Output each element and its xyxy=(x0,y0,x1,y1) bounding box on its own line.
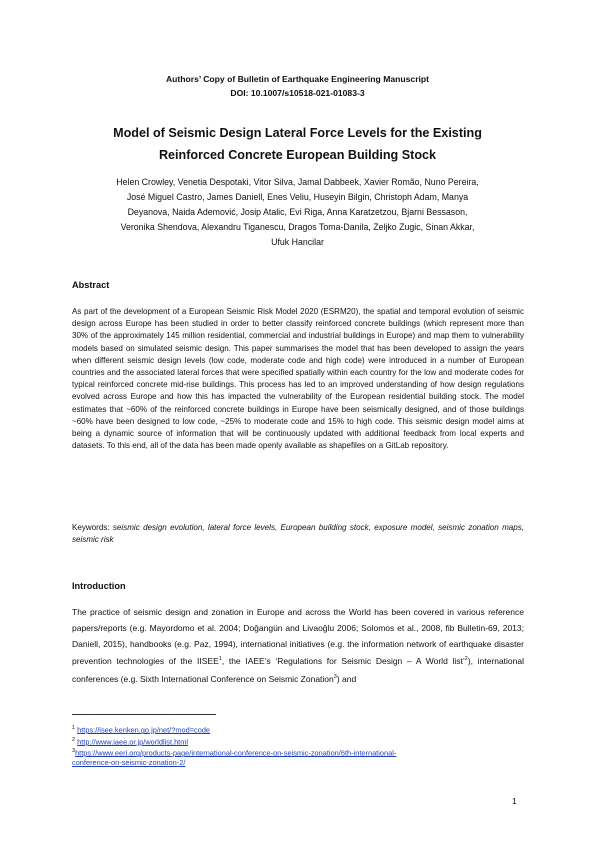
abstract-body: As part of the development of a European Seismic Risk Model 2020 (ESRM20), the spatial and temporal evolution of seismic design across Europe has been studied in order to better classify reinforced concrete buildings (which represent more than 30% of the approximately 145 million residential, commercial and industrial buildings in Europe) and map them to vulnerability models based on simulated seismic design. This paper summarises the model that has been developed to assign the years when different seismic design levels (low code, moderate code and high code) were introduced in a number of European countries and the associated lateral forces that were specified spatially within each country for the low and moderate codes for typical reinforced concrete mid-rise buildings. This process has led to an improved understanding of how design regulations evolved across Europe and how this has impacted the vulnerability of the European residential building stock. The model estimates that ~60% of the reinforced concrete buildings in Europe have been seismically designed, and of those buildings ~60% have been designed to low code, ~25% to moderate code and 15% to high code. This seismic design model aims at being a dynamic source of information that will be continuously updated with additional feedback from local experts and datasets. To this end, all of the data has been made openly available as shapefiles on a GitLab repository. xyxy=(72,307,524,451)
manuscript-header: Authors’ Copy of Bulletin of Earthquake Engineering Manuscript xyxy=(165,74,430,84)
footnote-separator xyxy=(72,714,216,715)
title-line-1: Model of Seismic Design Lateral Force Levels for the Existing xyxy=(113,126,482,140)
footnote-ref[interactable]: 2 xyxy=(464,656,468,663)
footnote-link[interactable]: http://www.iaee.or.jp/worldlist.html xyxy=(77,737,189,747)
footnote-link[interactable]: https://isee.kenken.go.jp/net/?mod=code xyxy=(77,725,211,735)
keywords-label: Keywords: xyxy=(72,523,113,532)
page-number: 1 xyxy=(512,796,517,806)
footnote-ref[interactable]: 1 xyxy=(218,656,222,663)
footnote-ref[interactable]: 3 xyxy=(333,674,337,681)
title-line-2: Reinforced Concrete European Building Stock xyxy=(158,148,437,162)
footnote-link[interactable]: https://www.eeri.org/products-page/international-conference-on-seismic-zonation/6th-international- xyxy=(75,748,397,758)
intro-text: ) and xyxy=(336,673,357,684)
author-line: Helen Crowley, Venetia Despotaki, Vitor Silva, Jamal Dabbeek, Xavier Romão, Nuno Pereira, xyxy=(116,177,479,187)
footnote-mark: 3 xyxy=(72,748,76,754)
author-line: Veronika Shendova, Alexandru Tiganescu, Dragos Toma-Danila, Zeljko Zugic, Sinan Akkar, xyxy=(120,222,475,232)
author-line: José Miguel Castro, James Daniell, Enes Veliu, Huseyin Bilgin, Christoph Adam, Manya xyxy=(126,192,469,202)
author-line: Deyanova, Naida Ademović, Josip Atalic, Evi Riga, Anna Karatzetzou, Bjarni Bessason, xyxy=(127,207,468,217)
footnote-3 xyxy=(72,746,532,768)
footnote-1 xyxy=(72,723,532,735)
footnote-mark: 1 xyxy=(72,725,76,731)
author-line: Ufuk Hancilar xyxy=(271,237,324,247)
author-list xyxy=(60,175,535,250)
abstract-heading: Abstract xyxy=(72,280,110,290)
paper-title xyxy=(72,122,523,166)
introduction-heading: Introduction xyxy=(72,581,126,591)
keywords-list: seismic design evolution, lateral force levels, European building stock, exposure model, seismic zonation maps, seismic risk xyxy=(72,523,524,545)
intro-text: , the IAEE’s ‘Regulations for Seismic Design – A World list’ xyxy=(221,656,465,667)
footnote-mark: 2 xyxy=(72,737,76,743)
keywords-block xyxy=(72,522,524,547)
intro-text: ), international conferences (e.g. Sixth International Conference on Seismic Zonation xyxy=(72,656,524,684)
footnote-link-continued[interactable]: conference-on-seismic-zonation-2/ xyxy=(72,758,186,768)
doi-line: DOI: 10.1007/s10518-021-01083-3 xyxy=(230,88,365,98)
intro-text: The practice of seismic design and zonation in Europe and across the World has been covered in various reference papers/reports (e.g. Mayordomo et al. 2004; Doğangün and Livaoğlu 2006; Solomos et al., 2008, fib Bulletin-69, 2013; Daniell, 2015), handbooks (e.g. Paz, 1994), international initiatives (e.g. the information network of earthquake disaster prevention technologies of the IISEE xyxy=(72,607,524,667)
introduction-body xyxy=(72,605,524,688)
